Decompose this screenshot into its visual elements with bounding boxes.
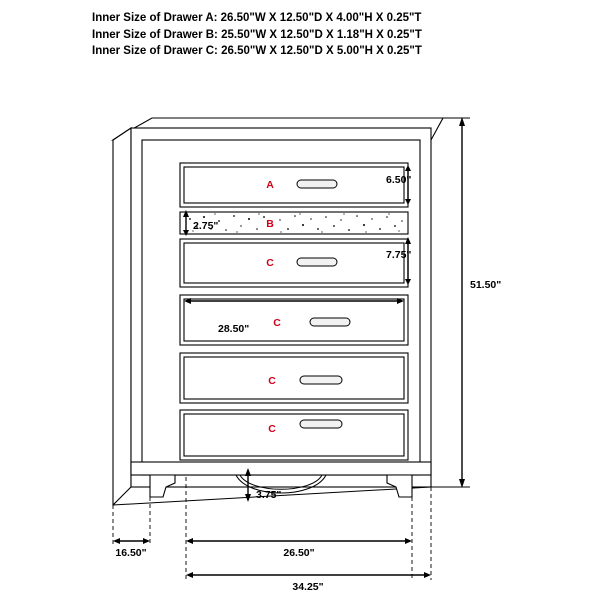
dim-overall-height: [431, 117, 501, 488]
drawer-c4-inner: [184, 414, 404, 456]
drawer-a: [180, 163, 408, 207]
drawer-a-inner: [184, 167, 404, 203]
drawer-c4-handle: [300, 420, 342, 428]
dim-front-width-arrow-left: [186, 538, 193, 544]
drawer-c2: [180, 295, 408, 345]
drawer-c4: [180, 410, 408, 460]
drawer-c1-label: C: [266, 257, 274, 269]
dim-front-width-arrow-right: [405, 538, 412, 544]
spec-line-drawer-b: Inner Size of Drawer B: 25.50"W X 12.50"D X 1.18"H X 0.25"T: [92, 28, 422, 41]
drawer-c2-label: C: [273, 317, 281, 329]
drawer-a-label: A: [266, 179, 274, 191]
dim-drawer-b-value: 2.75": [193, 220, 219, 232]
spec-line-drawer-a: Inner Size of Drawer A: 26.50"W X 12.50"D X 4.00"H X 0.25"T: [92, 12, 422, 24]
dim-depth-value: 16.50": [115, 547, 147, 559]
drawer-c2-inner: [184, 299, 404, 341]
dim-overall-width-arrow-right: [424, 572, 431, 578]
dim-depth-arrow-right: [143, 538, 150, 544]
drawer-b-label: B: [266, 218, 274, 230]
drawer-c1-handle: [297, 258, 337, 266]
dim-front-width: [186, 538, 412, 559]
drawer-c2-handle: [310, 318, 350, 326]
spec-line-drawer-c: Inner Size of Drawer C: 26.50"W X 12.50"D X 5.00"H X 0.25"T: [92, 45, 422, 57]
dim-front-width-value: 26.50": [283, 547, 315, 559]
dim-drawer-c-value: 7.75": [386, 249, 412, 261]
cabinet-left-side: [113, 128, 131, 505]
drawer-c3-label: C: [268, 375, 276, 387]
dim-inner-width-value: 28.50": [218, 323, 250, 335]
dim-overall-width-arrow-left: [186, 572, 193, 578]
drawer-c1-inner: [184, 243, 404, 283]
dim-depth: [113, 538, 150, 559]
base-rail: [131, 462, 431, 475]
drawer-c3-handle: [300, 376, 342, 384]
drawer-c3: [180, 353, 408, 403]
drawer-a-handle: [297, 180, 337, 188]
drawer-c1: [180, 239, 408, 287]
drawer-c4-label: C: [268, 423, 276, 435]
dim-overall-width-value: 34.25": [292, 581, 324, 593]
dim-depth-arrow-left: [113, 538, 120, 544]
dim-overall-height-value: 51.50": [470, 279, 502, 291]
drawer-c3-inner: [184, 357, 404, 399]
dim-drawer-a-value: 6.50": [386, 174, 412, 186]
dim-leg-height-value: 3.75": [256, 489, 282, 501]
dim-overall-width: [186, 572, 431, 593]
dim-leg-height-arrow-bottom: [245, 494, 251, 502]
